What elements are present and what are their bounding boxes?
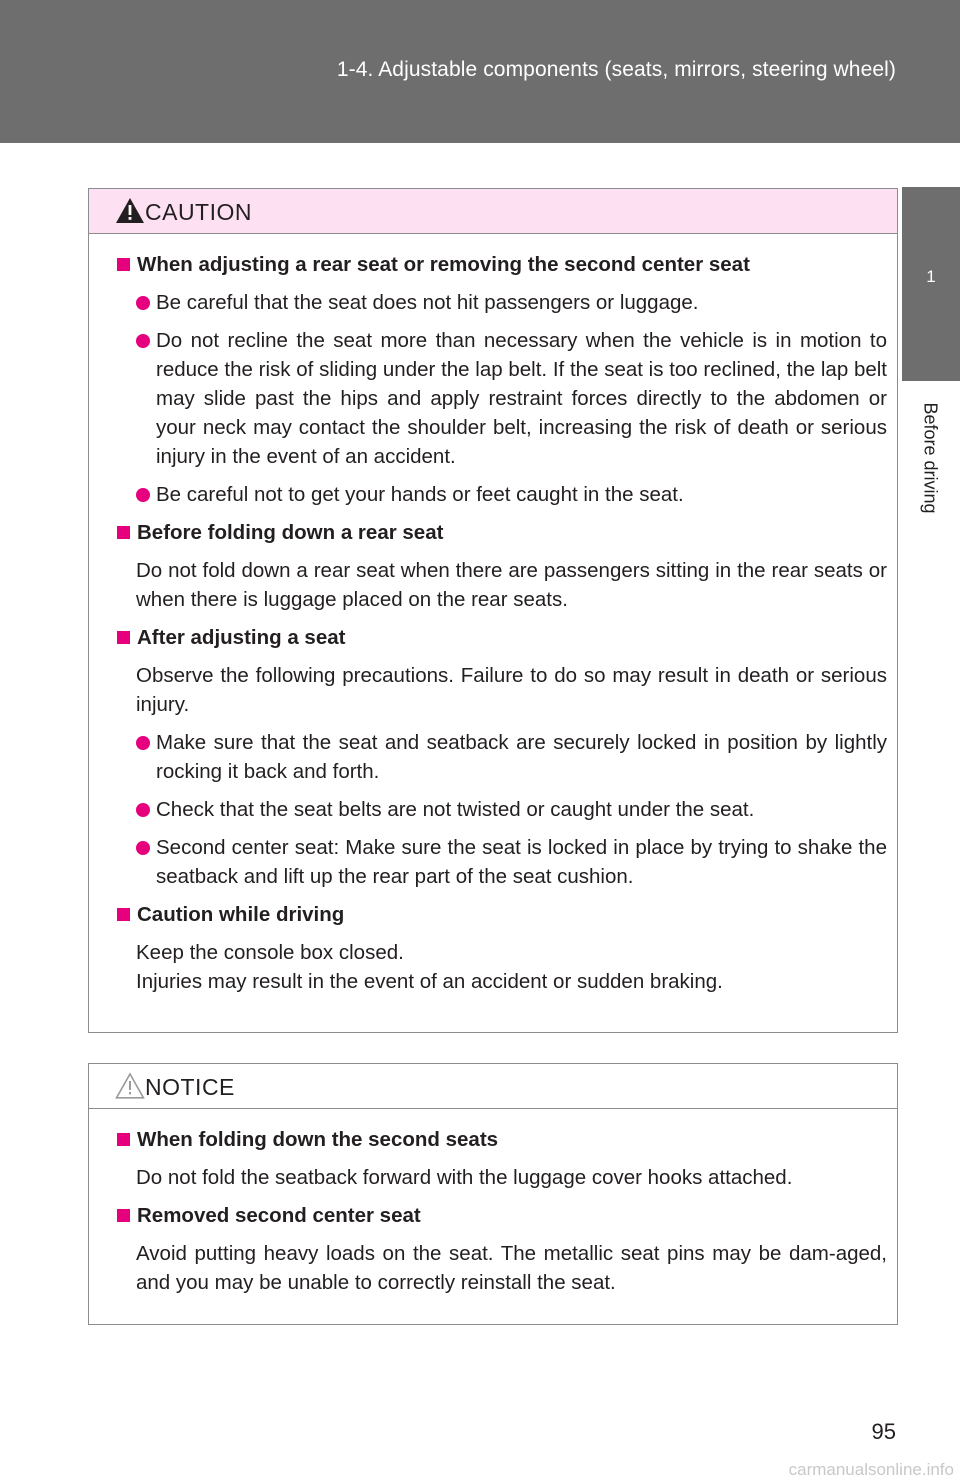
- list-item: Do not recline the seat more than necessary when the vehicle is in motion to reduce the risk of sliding under the lap belt. If the seat is too reclined, the lap belt may slide past the hips and apply restraint forces directly to the abdomen or your neck may contact the shoulder belt, increasing the risk of death or serious injury in the event of an accident.: [109, 326, 887, 471]
- square-bullet-icon: [117, 526, 130, 539]
- section-heading: Before folding down a rear seat: [109, 518, 887, 547]
- page-header: [0, 0, 960, 143]
- circle-bullet-icon: [136, 736, 150, 750]
- list-item: Check that the seat belts are not twisted or caught under the seat.: [109, 795, 887, 824]
- warning-triangle-outline-icon: [115, 1072, 145, 1099]
- circle-bullet-icon: [136, 841, 150, 855]
- watermark: carmanualsonline.info: [788, 1460, 954, 1479]
- notice-header: [89, 1064, 897, 1109]
- circle-bullet-icon: [136, 488, 150, 502]
- square-bullet-icon: [117, 1133, 130, 1146]
- chapter-number: 1: [926, 267, 936, 286]
- square-bullet-icon: [117, 258, 130, 271]
- list-item: Make sure that the seat and seatback are securely locked in position by lightly rocking it back and forth.: [109, 728, 887, 786]
- caution-label: CAUTION: [145, 199, 252, 225]
- page-number: 95: [871, 1419, 896, 1444]
- paragraph: Avoid putting heavy loads on the seat. The metallic seat pins may be dam-aged, and you may be unable to correctly reinstall the seat.: [136, 1242, 887, 1294]
- square-bullet-icon: [117, 908, 130, 921]
- section-title: 1-4. Adjustable components (seats, mirrors, steering wheel): [336, 58, 896, 81]
- chapter-label: Before driving: [920, 402, 941, 514]
- paragraph: Observe the following precautions. Failure to do so may result in death or serious injury.: [136, 664, 887, 716]
- paragraph: Injuries may result in the event of an accident or sudden braking.: [136, 970, 723, 993]
- square-bullet-icon: [117, 1209, 130, 1222]
- caution-box: [88, 188, 898, 1033]
- section-heading: When adjusting a rear seat or removing the second center seat: [109, 250, 887, 279]
- square-bullet-icon: [117, 631, 130, 644]
- paragraph: Keep the console box closed.: [136, 941, 404, 964]
- section-heading: When folding down the second seats: [109, 1125, 887, 1154]
- warning-triangle-filled-icon: [115, 197, 145, 224]
- circle-bullet-icon: [136, 296, 150, 310]
- list-item: Second center seat: Make sure the seat is locked in place by trying to shake the seatback and lift up the rear part of the seat cushion.: [109, 833, 887, 891]
- paragraph: Do not fold the seatback forward with the luggage cover hooks attached.: [136, 1166, 793, 1189]
- section-heading: Caution while driving: [109, 900, 887, 929]
- notice-box: [88, 1063, 898, 1325]
- section-heading: Removed second center seat: [109, 1201, 887, 1230]
- notice-label: NOTICE: [145, 1074, 235, 1100]
- list-item: Be careful that the seat does not hit passengers or luggage.: [109, 288, 887, 317]
- section-heading: After adjusting a seat: [109, 623, 887, 652]
- list-item: Be careful not to get your hands or feet caught in the seat.: [109, 480, 887, 509]
- paragraph: Do not fold down a rear seat when there are passengers sitting in the rear seats or when there is luggage placed on the rear seats.: [136, 559, 887, 611]
- circle-bullet-icon: [136, 803, 150, 817]
- circle-bullet-icon: [136, 334, 150, 348]
- caution-header: [89, 189, 897, 234]
